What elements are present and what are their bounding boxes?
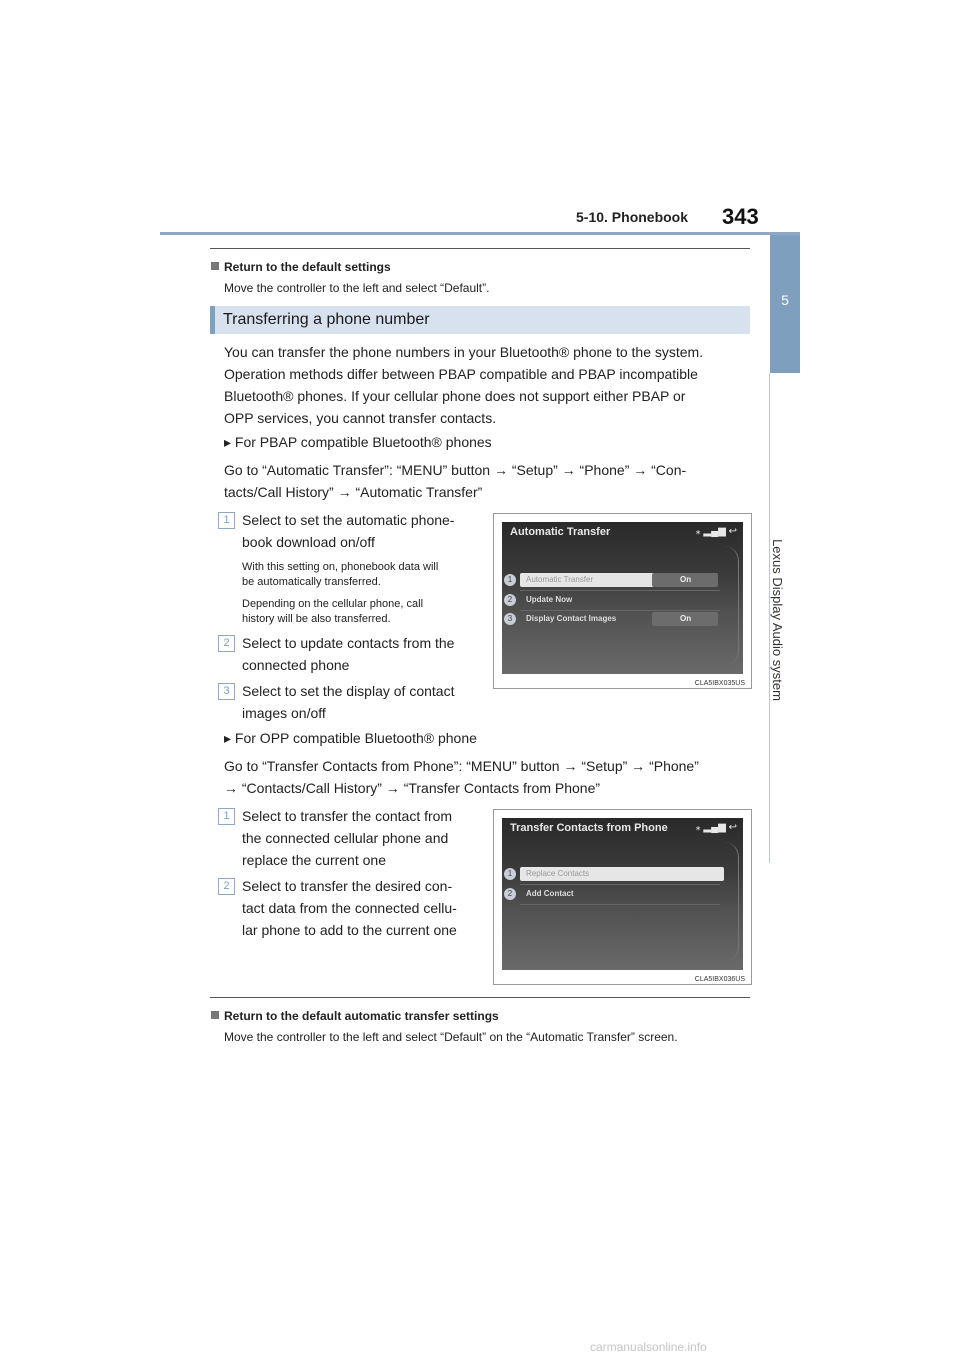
section-title: Transferring a phone number <box>223 311 430 328</box>
row-display-contact-images[interactable]: Display Contact Images <box>526 614 617 623</box>
step-text: Select to transfer the desired con- <box>242 878 453 894</box>
intro-line: You can transfer the phone numbers in your Bluetooth® phone to the system. <box>224 344 704 360</box>
page-number: 343 <box>722 204 759 229</box>
bullet-opp: ▸ For OPP compatible Bluetooth® phone <box>224 730 477 746</box>
step-note: Depending on the cellular phone, call <box>242 598 424 610</box>
note-title <box>211 1009 499 1023</box>
step-note: be automatically transferred. <box>242 576 381 588</box>
intro-line: OPP services, you cannot transfer contacts. <box>224 410 497 426</box>
step-text: connected phone <box>242 657 350 673</box>
step-text: lar phone to add to the current one <box>242 922 457 938</box>
chapter-title: Lexus Display Audio system <box>770 539 785 701</box>
bullet-text: For PBAP compatible Bluetooth® phones <box>234 434 492 450</box>
status-icons: ⁎ ▂▄▆ ↩ <box>695 822 737 833</box>
screenshot-transfer-contacts <box>493 809 752 985</box>
step-number: 1 <box>218 512 235 529</box>
step-number: 2 <box>218 635 235 652</box>
note-text: Move the controller to the left and select “Default”. <box>224 281 490 295</box>
section-header: 5-10. Phonebook <box>576 209 689 225</box>
scroll-arc <box>724 842 739 962</box>
step-number: 2 <box>218 878 235 895</box>
step-text: Select to set the display of contact <box>242 683 455 699</box>
divider <box>210 997 750 998</box>
menu-path-line: Go to “Transfer Contacts from Phone”: “MENU” button → “Setup” → “Phone” <box>224 758 699 774</box>
divider <box>210 248 750 249</box>
toggle-contact-images[interactable]: On <box>652 612 718 626</box>
note-title-text: Return to the default settings <box>224 260 391 274</box>
step-text: Select to set the automatic phone- <box>242 512 455 528</box>
step-text: book download on/off <box>242 534 375 550</box>
toggle-automatic-transfer[interactable]: On <box>652 573 718 587</box>
row-automatic-transfer[interactable]: Automatic Transfer <box>520 573 656 587</box>
step-note: With this setting on, phonebook data will <box>242 561 439 573</box>
badge: 2 <box>504 594 516 606</box>
row-divider <box>520 884 720 885</box>
screen-title: Transfer Contacts from Phone <box>510 822 668 834</box>
step-text: Select to transfer the contact from <box>242 808 453 824</box>
note-text: Move the controller to the left and select “Default” on the “Automatic Transfer” screen. <box>224 1030 678 1044</box>
row-divider <box>520 590 720 591</box>
step-number: 3 <box>218 683 235 700</box>
section-bar <box>210 306 750 334</box>
row-add-contact[interactable]: Add Contact <box>526 889 574 898</box>
row-update-now[interactable]: Update Now <box>526 595 573 604</box>
section-accent <box>210 306 215 334</box>
row-divider <box>520 904 720 905</box>
badge: 3 <box>504 613 516 625</box>
status-icons: ⁎ ▂▄▆ ↩ <box>695 526 737 537</box>
step-text: Select to update contacts from the <box>242 635 455 651</box>
step-text: images on/off <box>242 705 326 721</box>
badge: 2 <box>504 888 516 900</box>
square-bullet-icon <box>211 1011 219 1019</box>
badge: 1 <box>504 574 516 586</box>
image-code: CLA5IBX035US <box>694 680 745 687</box>
menu-path-line: Go to “Automatic Transfer”: “MENU” button → “Setup” → “Phone” → “Con- <box>224 462 687 478</box>
menu-path-line: tacts/Call History” → “Automatic Transfer” <box>224 484 483 500</box>
intro-line: Operation methods differ between PBAP compatible and PBAP incompatible <box>224 366 698 382</box>
step-note: history will be also transferred. <box>242 613 391 625</box>
square-bullet-icon <box>211 262 219 270</box>
display-screen <box>502 522 743 674</box>
watermark: carmanualsonline.info <box>590 1340 707 1354</box>
scroll-arc <box>724 546 739 666</box>
header-rule <box>160 232 800 235</box>
step-number: 1 <box>218 808 235 825</box>
intro-line: Bluetooth® phones. If your cellular phone does not support either PBAP or <box>224 388 686 404</box>
note-title <box>211 260 391 274</box>
bullet-text: For OPP compatible Bluetooth® phone <box>234 730 477 746</box>
screen-title: Automatic Transfer <box>510 526 611 538</box>
row-divider <box>520 610 720 611</box>
screenshot-automatic-transfer <box>493 513 752 689</box>
step-text: tact data from the connected cellu- <box>242 900 457 916</box>
note-title-text: Return to the default automatic transfer settings <box>224 1009 499 1023</box>
display-screen <box>502 818 743 970</box>
bullet-pbap: ▸ For PBAP compatible Bluetooth® phones <box>224 434 492 450</box>
badge: 1 <box>504 868 516 880</box>
step-text: replace the current one <box>242 852 386 868</box>
step-text: the connected cellular phone and <box>242 830 449 846</box>
row-replace-contacts[interactable]: Replace Contacts <box>520 867 724 881</box>
chapter-number: 5 <box>781 292 789 308</box>
image-code: CLA5IBX036US <box>694 976 745 983</box>
menu-path-line: → “Contacts/Call History” → “Transfer Contacts from Phone” <box>224 780 601 796</box>
